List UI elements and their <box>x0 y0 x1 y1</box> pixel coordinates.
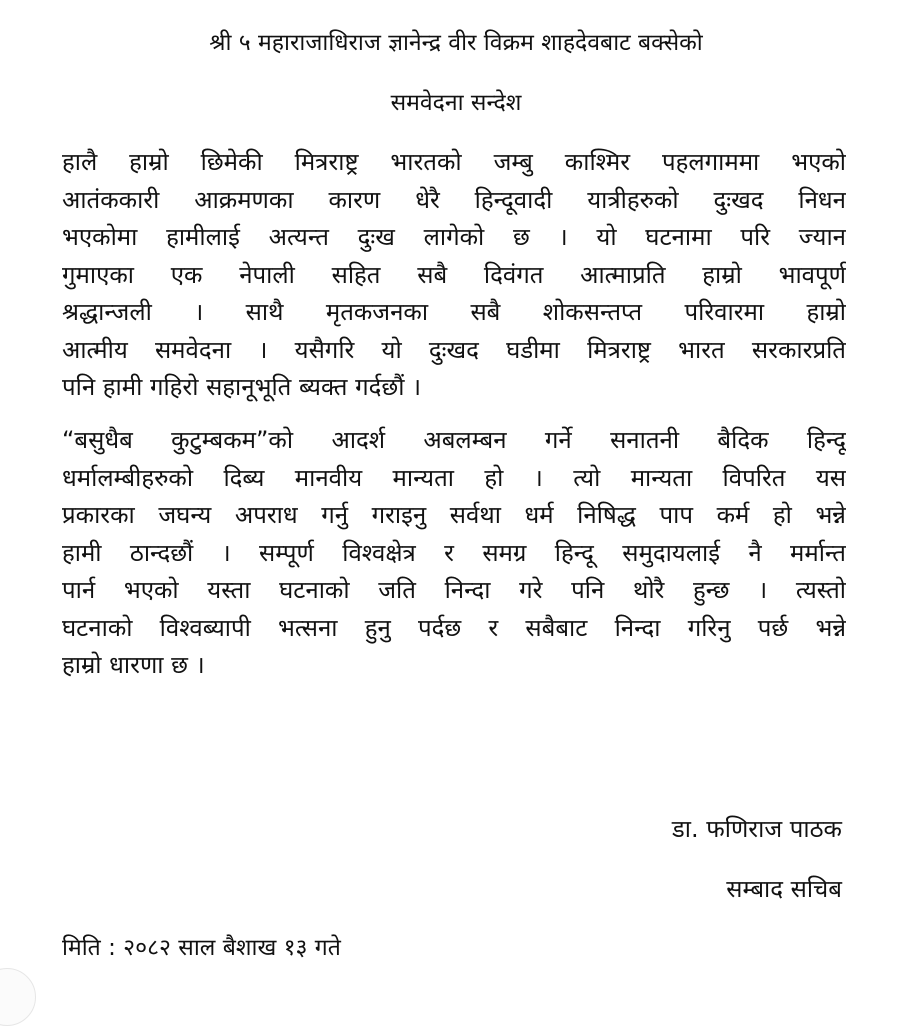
paragraph-line: गुमाएका एक नेपाली सहित सबै दिवंगत आत्माप्रति हाम्रो भावपूर्ण <box>62 260 846 289</box>
corner-scroll-handle <box>0 968 36 1026</box>
heading-line-1: श्री ५ महाराजाधिराज ज्ञानेन्द्र वीर विक्रम शाहदेवबाट बक्सेको <box>209 30 703 56</box>
signatory-name: डा. फणिराज पाठक <box>671 815 842 843</box>
document-date: मिति : २०८२ साल बैशाख १३ गते <box>62 935 341 961</box>
paragraph-line: धर्मालम्बीहरुको दिब्य मानवीय मान्यता हो । त्यो मान्यता विपरित यस <box>62 463 846 492</box>
paragraph-line: पार्न भएको यस्ता घटनाको जति निन्दा गरे पनि थोरै हुन्छ । त्यस्तो <box>62 576 846 604</box>
paragraph-line: हामी ठान्दछौं । सम्पूर्ण विश्वक्षेत्र र समग्र हिन्दू समुदायलाई नै मर्मान्त <box>62 538 846 567</box>
paragraph-line: घटनाको विश्वब्यापी भत्सना हुनु पर्दछ र सबैबाट निन्दा गरिनु पर्छ भन्ने <box>62 613 846 642</box>
paragraph-line: आतंककारी आक्रमणका कारण धेरै हिन्दूवादी यात्रीहरुको दुःखद निधन <box>62 185 846 214</box>
document-title: समवेदना सन्देश <box>390 90 522 116</box>
paragraph-line: हाम्रो धारणा छ । <box>62 651 205 679</box>
paragraph-1 <box>62 144 846 407</box>
paragraph-line: श्रद्धान्जली । साथै मृतकजनका सबै शोकसन्तप्त परिवारमा हाम्रो <box>62 298 846 326</box>
signatory-title: सम्बाद सचिब <box>726 875 842 903</box>
paragraph-line: “बसुधैब कुटुम्बकम”को आदर्श अबलम्बन गर्ने सनातनी बैदिक हिन्दू <box>62 426 846 454</box>
paragraph-line: हालै हाम्रो छिमेकी मित्रराष्ट्र भारतको जम्बु काश्मिर पहलगाममा भएको <box>62 148 846 176</box>
paragraph-line: भएकोमा हामीलाई अत्यन्त दुःख लागेको छ । यो घटनामा परि ज्यान <box>62 223 846 251</box>
paragraph-2 <box>62 422 846 685</box>
paragraph-line: आत्मीय समवेदना । यसैगरि यो दुःखद घडीमा मित्रराष्ट्र भारत सरकारप्रति <box>62 335 846 364</box>
paragraph-line: प्रकारका जघन्य अपराध गर्नु गराइनु सर्वथा धर्म निषिद्ध पाप कर्म हो भन्ने <box>62 501 846 529</box>
paragraph-line: पनि हामी गहिरो सहानूभूति ब्यक्त गर्दछौं । <box>62 373 422 401</box>
